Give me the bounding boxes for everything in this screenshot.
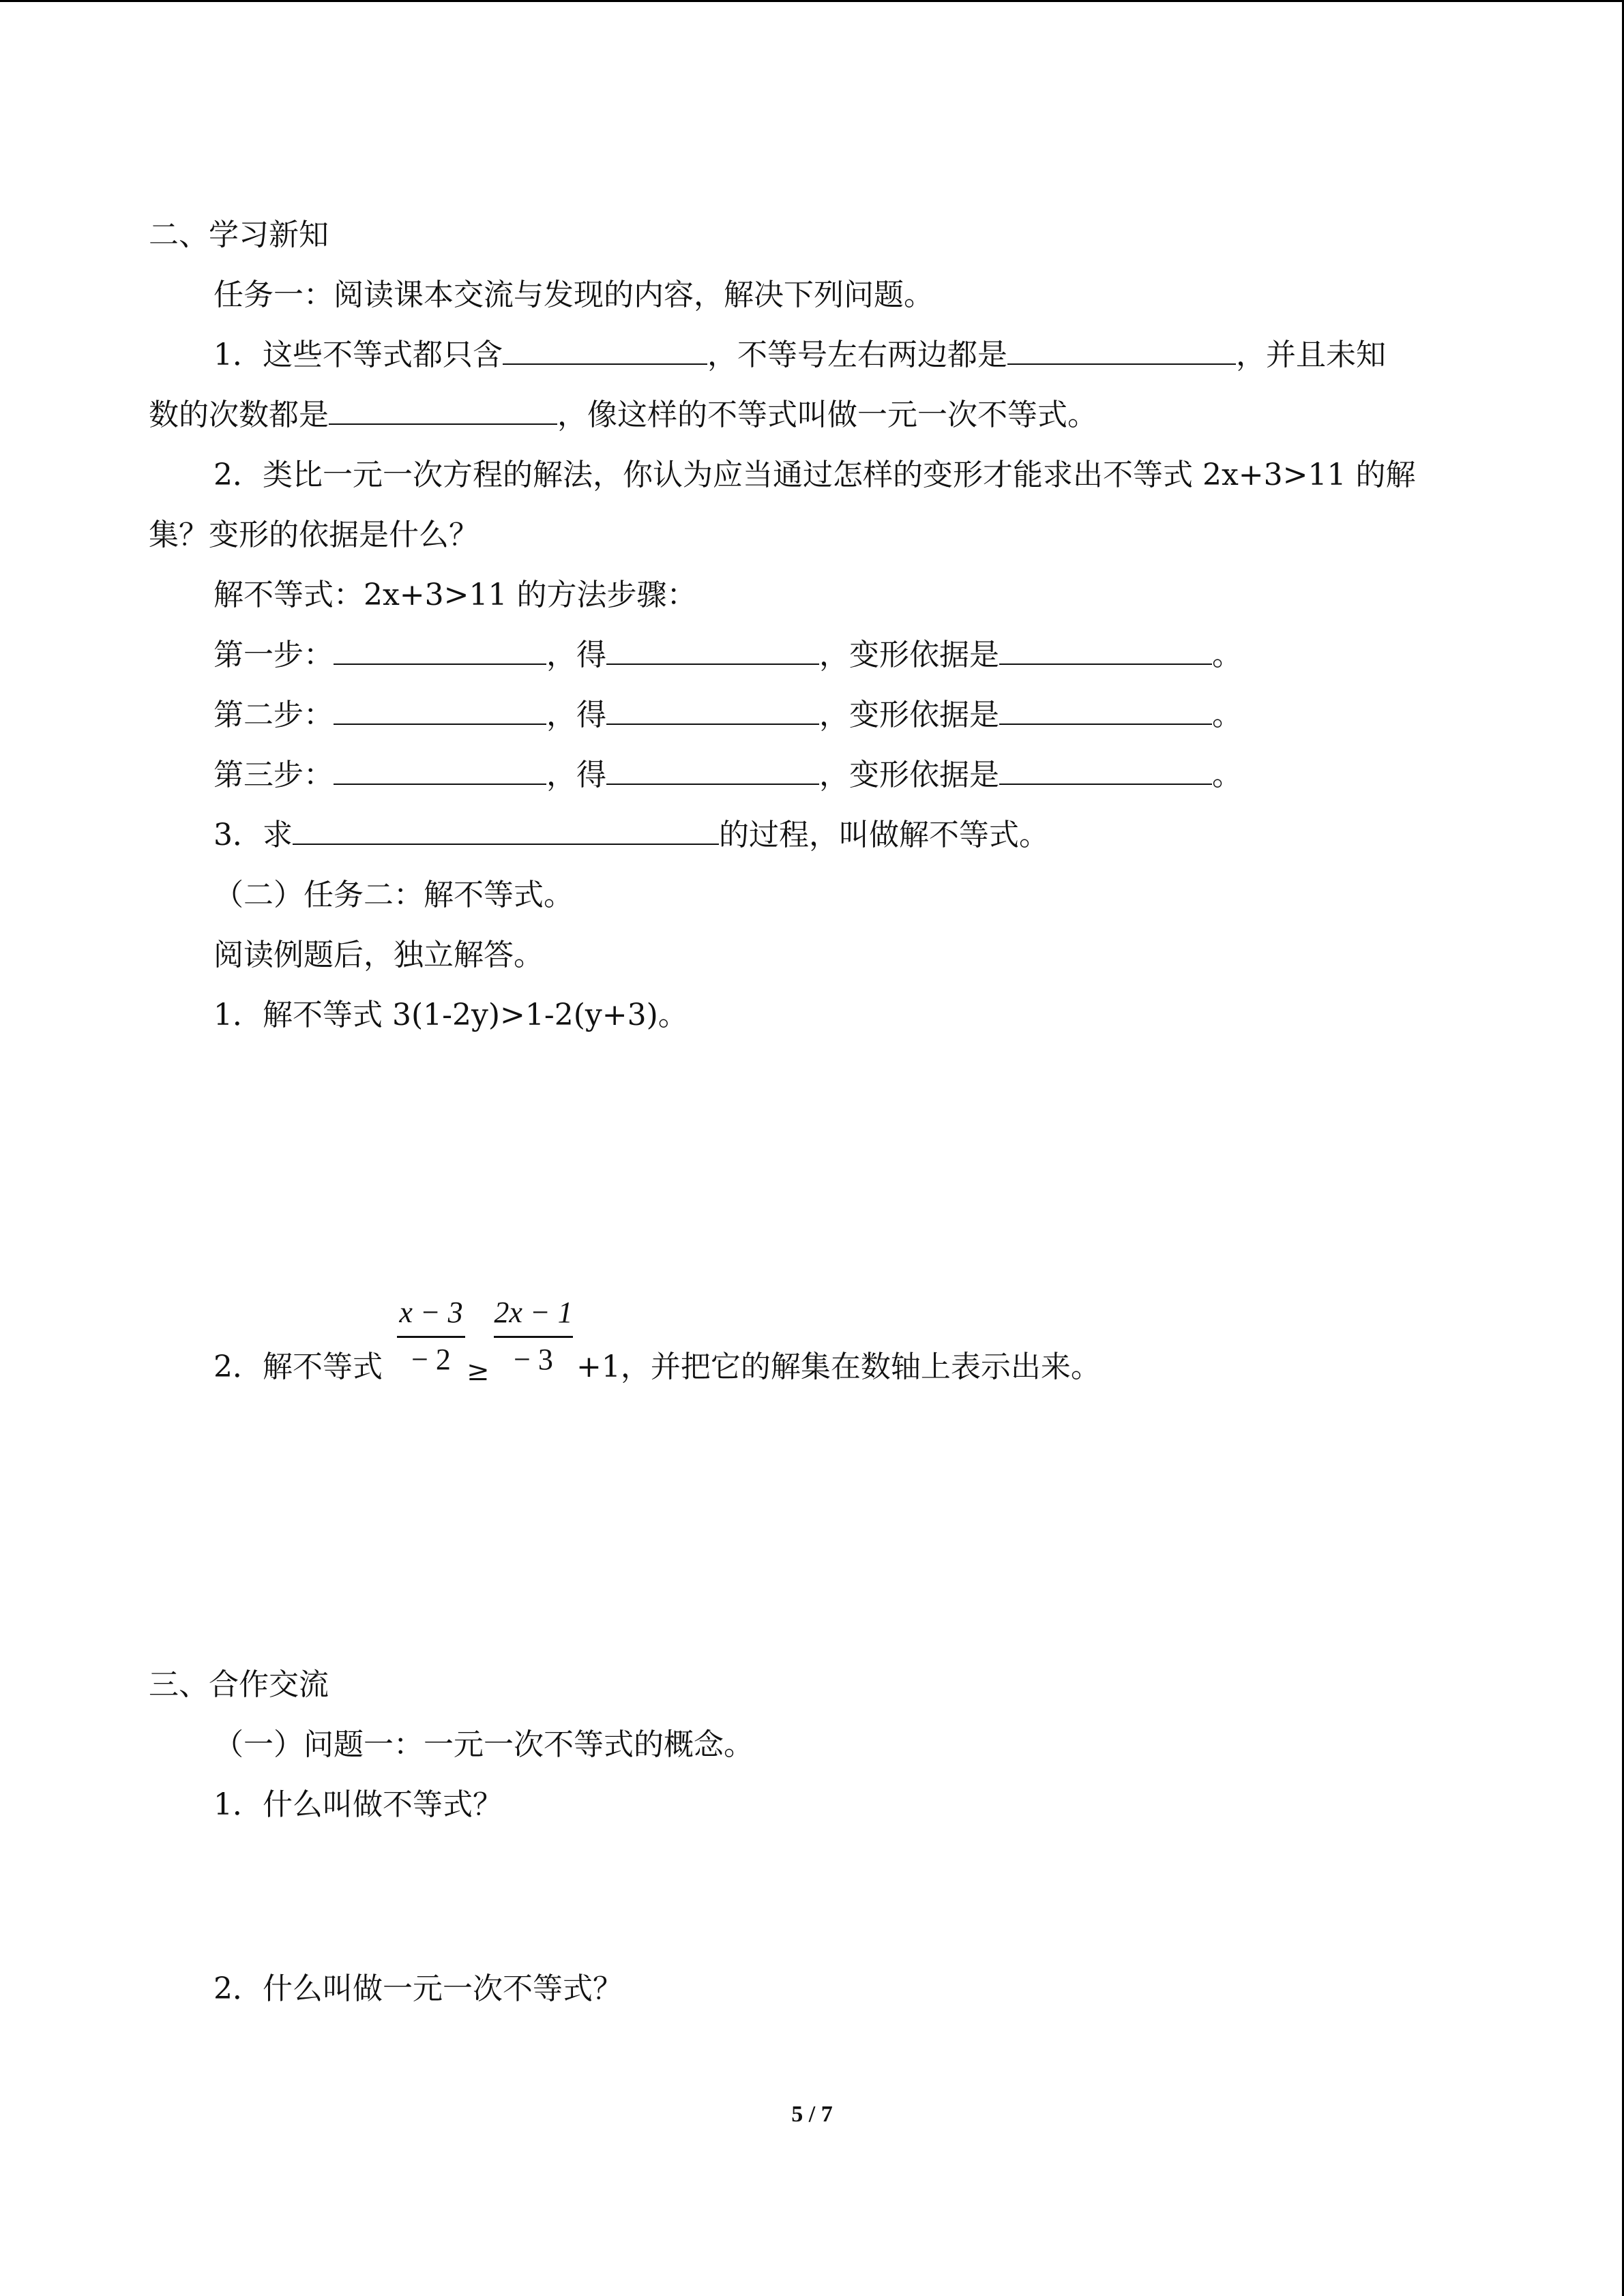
q1-text-d: 数的次数都是 <box>149 398 329 432</box>
fraction-2 <box>494 1294 573 1379</box>
q3-text-a: 3．求 <box>213 818 293 852</box>
step-3-blank-result[interactable] <box>606 756 819 785</box>
fraction-1-bar <box>397 1336 465 1338</box>
step-end: 。 <box>1212 638 1242 672</box>
q1-line1 <box>213 335 1386 376</box>
geq-symbol: ≥ <box>467 1356 490 1387</box>
step-basis-text: ，变形依据是 <box>819 638 999 672</box>
fraction-1-numerator: x − 3 <box>399 1296 463 1329</box>
q1-text-b: ，不等号左右两边都是 <box>707 338 1007 372</box>
q1-blank-3[interactable] <box>329 396 557 425</box>
fraction-2-bar <box>494 1336 573 1338</box>
task2-intro: 阅读例题后，独立解答。 <box>213 938 544 972</box>
q3-text-b: 的过程，叫做解不等式。 <box>719 818 1049 852</box>
step-label: 第二步： <box>213 698 334 732</box>
fraction-2-numerator: 2x − 1 <box>494 1296 573 1329</box>
fraction-1 <box>397 1294 465 1379</box>
problem-1-title: （一）问题一：一元一次不等式的概念。 <box>213 1727 754 1762</box>
q1-text-a: 1．这些不等式都只含 <box>213 338 503 372</box>
q2-line2: 集？变形的依据是什么？ <box>149 518 479 552</box>
q1-blank-1[interactable] <box>503 336 707 365</box>
q3-line <box>213 815 1049 856</box>
step-1-blank-basis[interactable] <box>999 636 1212 665</box>
q1-text-c: ，并且未知 <box>1236 338 1386 372</box>
step-get-text: ，得 <box>546 698 606 732</box>
step-1-blank-result[interactable] <box>606 636 819 665</box>
section2-heading: 二、学习新知 <box>149 218 329 252</box>
step-1 <box>213 635 1242 676</box>
step-2-blank-result[interactable] <box>606 696 819 725</box>
page-number: 5 / 7 <box>791 2102 833 2127</box>
section3-heading: 三、合作交流 <box>149 1667 329 1702</box>
section3-question-1: 1．什么叫做不等式？ <box>213 1787 503 1822</box>
step-3-blank-basis[interactable] <box>999 756 1212 785</box>
q1-text-e: ，像这样的不等式叫做一元一次不等式。 <box>557 398 1097 432</box>
step-label: 第一步： <box>213 638 334 672</box>
step-basis-text: ，变形依据是 <box>819 758 999 792</box>
step-2 <box>213 695 1242 736</box>
example-1: 1．解不等式 3(1-2y)>1-2(y+3)。 <box>213 998 688 1032</box>
example-2-suffix: +1，并把它的解集在数轴上表示出来。 <box>576 1350 1101 1384</box>
task1-intro: 任务一：阅读课本交流与发现的内容，解决下列问题。 <box>213 278 934 312</box>
step-label: 第三步： <box>213 758 334 792</box>
step-basis-text: ，变形依据是 <box>819 698 999 732</box>
page-border-top <box>0 0 1624 2</box>
step-1-blank-op[interactable] <box>334 636 546 665</box>
step-2-blank-op[interactable] <box>334 696 546 725</box>
step-get-text: ，得 <box>546 758 606 792</box>
step-end: 。 <box>1212 698 1242 732</box>
q1-blank-2[interactable] <box>1007 336 1236 365</box>
q1-line2 <box>149 395 1097 436</box>
step-end: 。 <box>1212 758 1242 792</box>
step-2-blank-basis[interactable] <box>999 696 1212 725</box>
step-3 <box>213 755 1242 796</box>
section3-question-2: 2．什么叫做一元一次不等式？ <box>213 1971 623 2006</box>
q2-line1: 2．类比一元一次方程的解法，你认为应当通过怎样的变形才能求出不等式 2x+3>11 的解 <box>213 458 1416 492</box>
step-get-text: ，得 <box>546 638 606 672</box>
fraction-1-denominator: − 2 <box>411 1342 451 1376</box>
step-3-blank-op[interactable] <box>334 756 546 785</box>
method-title: 解不等式：2x+3>11 的方法步骤： <box>213 578 697 612</box>
task2-title: （二）任务二：解不等式。 <box>213 878 574 912</box>
fraction-2-denominator: − 3 <box>514 1342 553 1376</box>
example-2-prefix: 2．解不等式 <box>213 1350 383 1384</box>
q3-blank[interactable] <box>293 816 719 845</box>
